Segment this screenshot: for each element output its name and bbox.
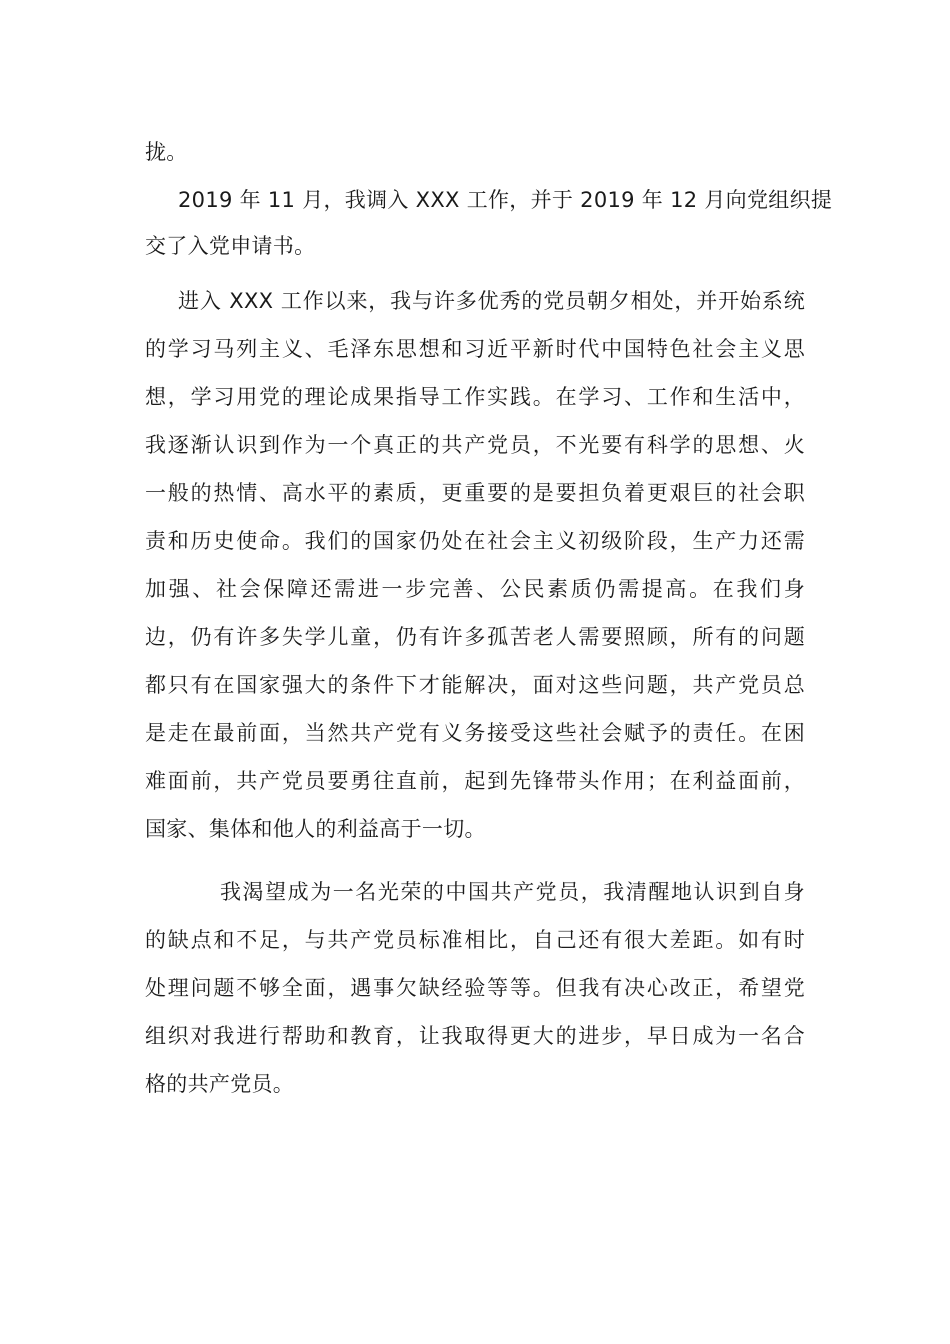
text-line: 处理问题不够全面，遇事欠缺经验等等。但我有决心改正，希望党 [145, 976, 805, 1000]
text-line: 是走在最前面，当然共产党有义务接受这些社会赋予的责任。在困 [145, 721, 805, 745]
text-line: 国家、集体和他人的利益高于一切。 [145, 817, 486, 841]
text-line: 拢。 [145, 140, 188, 164]
text-line: 进入 XXX 工作以来，我与许多优秀的党员朝夕相处，并开始系统 [178, 289, 805, 313]
text-line: 我渴望成为一名光荣的中国共产党员，我清醒地认识到自身 [220, 880, 805, 904]
text-line: 组织对我进行帮助和教育，让我取得更大的进步，早日成为一名合 [145, 1024, 805, 1048]
text-line: 我逐渐认识到作为一个真正的共产党员，不光要有科学的思想、火 [145, 433, 805, 457]
text-line: 难面前，共产党员要勇往直前，起到先锋带头作用；在利益面前， [145, 769, 805, 793]
text-line: 格的共产党员。 [145, 1072, 295, 1096]
text-line: 交了入党申请书。 [145, 234, 316, 258]
text-line: 都只有在国家强大的条件下才能解决，面对这些问题，共产党员总 [145, 673, 805, 697]
text-line: 加强、社会保障还需进一步完善、公民素质仍需提高。在我们身 [145, 577, 805, 601]
text-line: 的学习马列主义、毛泽东思想和习近平新时代中国特色社会主义思 [145, 337, 805, 361]
text-line: 责和历史使命。我们的国家仍处在社会主义初级阶段，生产力还需 [145, 529, 805, 553]
text-line: 2019 年 11 月，我调入 XXX 工作，并于 2019 年 12 月向党组织提 [178, 188, 833, 212]
text-line: 的缺点和不足，与共产党员标准相比，自己还有很大差距。如有时 [145, 928, 805, 952]
text-line: 一般的热情、高水平的素质，更重要的是要担负着更艰巨的社会职 [145, 481, 805, 505]
text-line: 想，学习用党的理论成果指导工作实践。在学习、工作和生活中， [145, 385, 805, 409]
text-line: 边，仍有许多失学儿童，仍有许多孤苦老人需要照顾，所有的问题 [145, 625, 805, 649]
